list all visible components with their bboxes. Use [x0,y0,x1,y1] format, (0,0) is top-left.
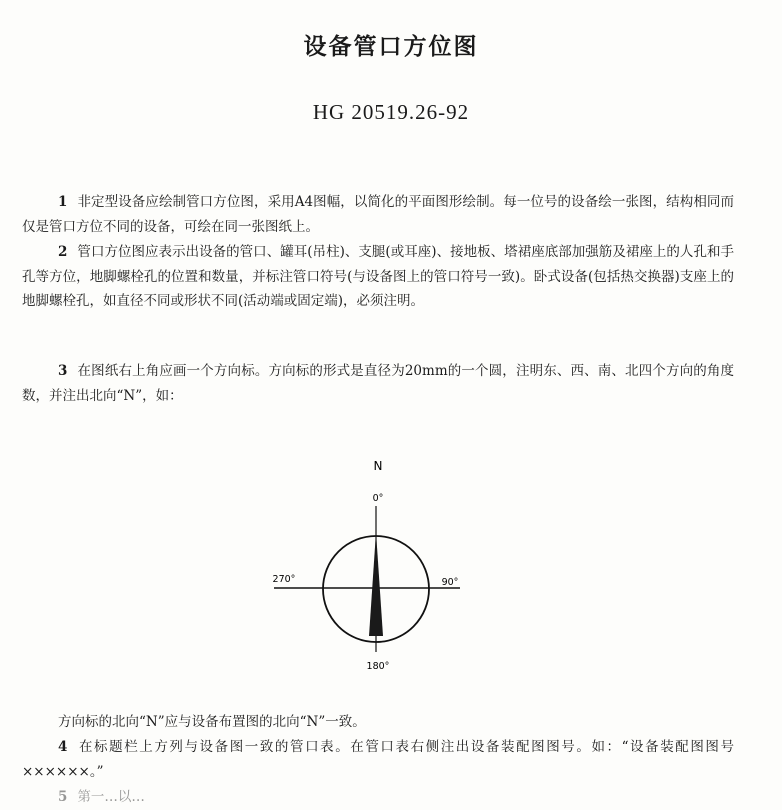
paragraph-text: 在标题栏上方列与设备图一致的管口表。在管口表右侧注出设备装配图图号。如：“设备装配图图号××××××。” [22,739,734,780]
paragraph-1 [22,190,734,239]
paragraph-number: 5 [58,789,68,805]
paragraph-number: 4 [58,739,68,755]
deg-180-label: 180° [366,661,390,672]
paragraph-5-cutoff [22,785,734,810]
paragraph-2 [22,240,734,314]
standard-code: HG 20519.26-92 [312,100,470,124]
paragraph-text: 管口方位图应表示出设备的管口、罐耳(吊柱)、支腿(或耳座)、接地板、塔裙座底部加强筋及裙座上的人孔和手孔等方位，地脚螺栓孔的位置和数量，并标注管口符号(与设备图上的管口符号一致)。卧式设备(包括热交换器)支座上的地脚螺栓孔，如直径不同或形状不同(活动端或固定端)，必须注明。 [22,244,734,309]
paragraph-text: 在图纸右上角应画一个方向标。方向标的形式是直径为20mm的一个圆，注明东、西、南、北四个方向的角度数，并注出北向“N”，如： [22,363,734,404]
paragraph-text: 第一…以… [77,789,145,805]
paragraph-number: 1 [58,194,68,210]
paragraph-4 [22,735,734,784]
paragraph-number: 3 [58,363,68,379]
paragraph-number: 2 [58,244,68,260]
compass-figure [260,452,500,682]
north-label: N [373,459,383,473]
deg-90-label: 90° [441,577,459,588]
page-title: 设备管口方位图 [303,33,479,60]
paragraph-3 [22,359,734,408]
north-arrow [369,532,383,636]
deg-0-label: 0° [372,493,384,504]
deg-270-label: 270° [272,574,296,585]
paragraph-text: 非定型设备应绘制管口方位图，采用A4图幅，以简化的平面图形绘制。每一位号的设备绘一张图，结构相同而仅是管口方位不同的设备，可绘在同一张图纸上。 [22,194,734,235]
compass-caption: 方向标的北向“N”应与设备布置图的北向“N”一致。 [58,714,366,730]
